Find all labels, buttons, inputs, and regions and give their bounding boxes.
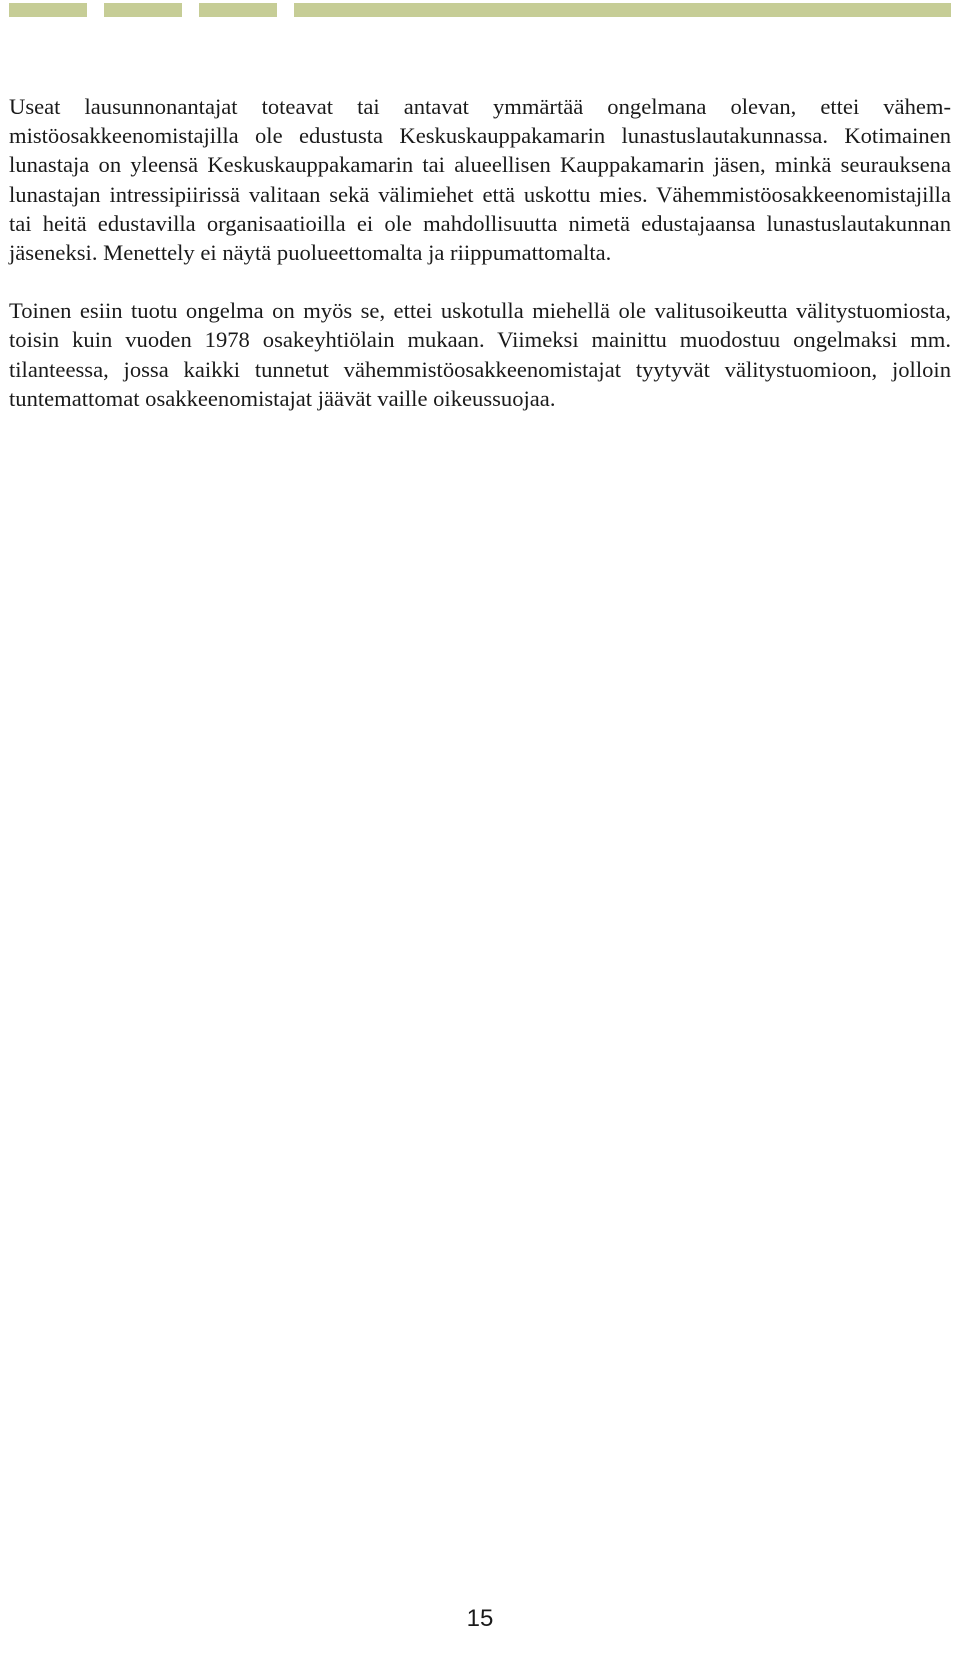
paragraph: Useat lausunnonantajat toteavat tai antavat ymmärtää ongelmana olevan, ettei vähemmistöosakkeenomistajilla ole edustusta Keskuskauppakamarin lunastuslautakunnassa. Kotimainen lunastaja on yleensä Keskuskauppakamarin tai alueellisen Kauppakamarin jäsen, minkä seurauksena lunastajan intressipiirissä valitaan sekä välimiehet että uskottu mies. Vähemmistöosakkeenomistajilla tai heitä edustavilla organisaatioilla ei ole mahdollisuutta nimetä edustajaansa lunastuslautakunnan jäseneksi. Menettely ei näytä puolueettomalta ja riippumattomalta. bbox=[9, 94, 951, 266]
header-bar bbox=[104, 3, 182, 17]
body-text bbox=[9, 92, 951, 413]
header-decoration bbox=[9, 3, 951, 17]
page-number: 15 bbox=[466, 1605, 494, 1632]
header-bar bbox=[199, 3, 277, 17]
paragraph: Toinen esiin tuotu ongelma on myös se, ettei uskotulla miehellä ole valitusoikeutta välitystuomiosta, toisin kuin vuoden 1978 osakeyhtiölain mukaan. Viimeksi mainittu muodostuu ongelmaksi mm. tilanteessa, jossa kaikki tunnetut vähemmistöosakkeenomistajat tyytyvät välitystuomioon, jolloin tuntemattomat osakkeenomistajat jäävät vaille oikeussuojaa. bbox=[9, 298, 951, 411]
header-bar bbox=[294, 3, 951, 17]
header-bar bbox=[9, 3, 87, 17]
